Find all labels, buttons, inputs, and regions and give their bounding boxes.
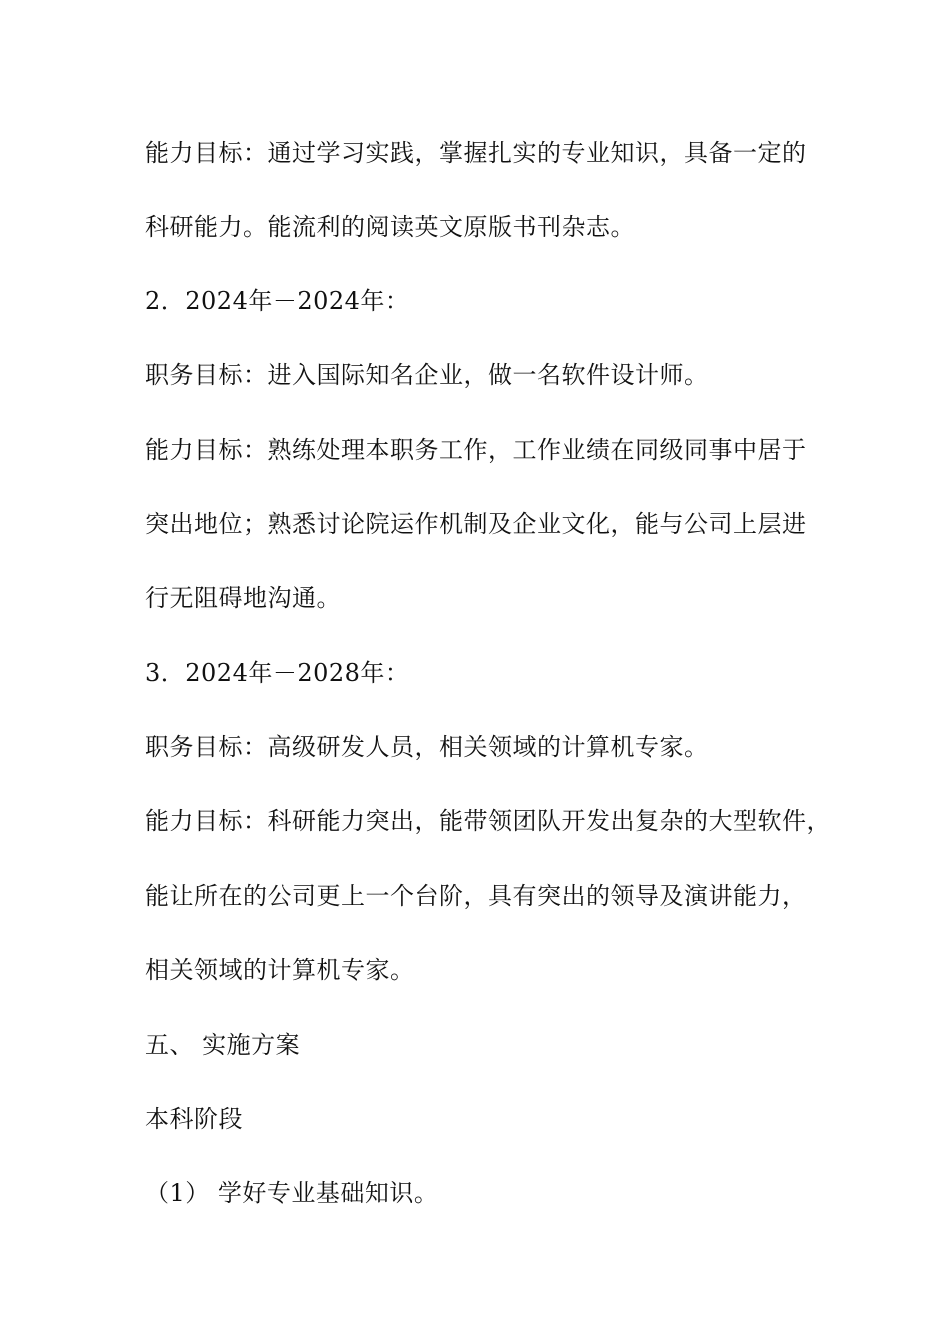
subsection-heading: 本科阶段 <box>145 1105 243 1133</box>
paragraph-line: 科研能力。能流利的阅读英文原版书刊杂志。 <box>145 213 635 241</box>
paragraph-line: 相关领域的计算机专家。 <box>145 956 415 984</box>
paragraph-line: 能让所在的公司更上一个台阶，具有突出的领导及演讲能力， <box>145 882 807 910</box>
section-heading: 3．2024年－2028年： <box>145 659 410 687</box>
chapter-heading: 五、 实施方案 <box>145 1031 301 1059</box>
paragraph-line: 突出地位；熟悉讨论院运作机制及企业文化，能与公司上层进 <box>145 510 807 538</box>
paragraph-line: 职务目标：进入国际知名企业，做一名软件设计师。 <box>145 361 709 389</box>
section-heading: 2．2024年－2024年： <box>145 287 410 315</box>
list-item: （1） 学好专业基础知识。 <box>145 1179 439 1207</box>
paragraph-line: 行无阻碍地沟通。 <box>145 584 341 612</box>
paragraph-line: 能力目标：科研能力突出，能带领团队开发出复杂的大型软件， <box>145 807 831 835</box>
paragraph-line: 能力目标：通过学习实践，掌握扎实的专业知识，具备一定的 <box>145 139 807 167</box>
paragraph-line: 能力目标：熟练处理本职务工作，工作业绩在同级同事中居于 <box>145 436 807 464</box>
paragraph-line: 职务目标：高级研发人员，相关领域的计算机专家。 <box>145 733 709 761</box>
